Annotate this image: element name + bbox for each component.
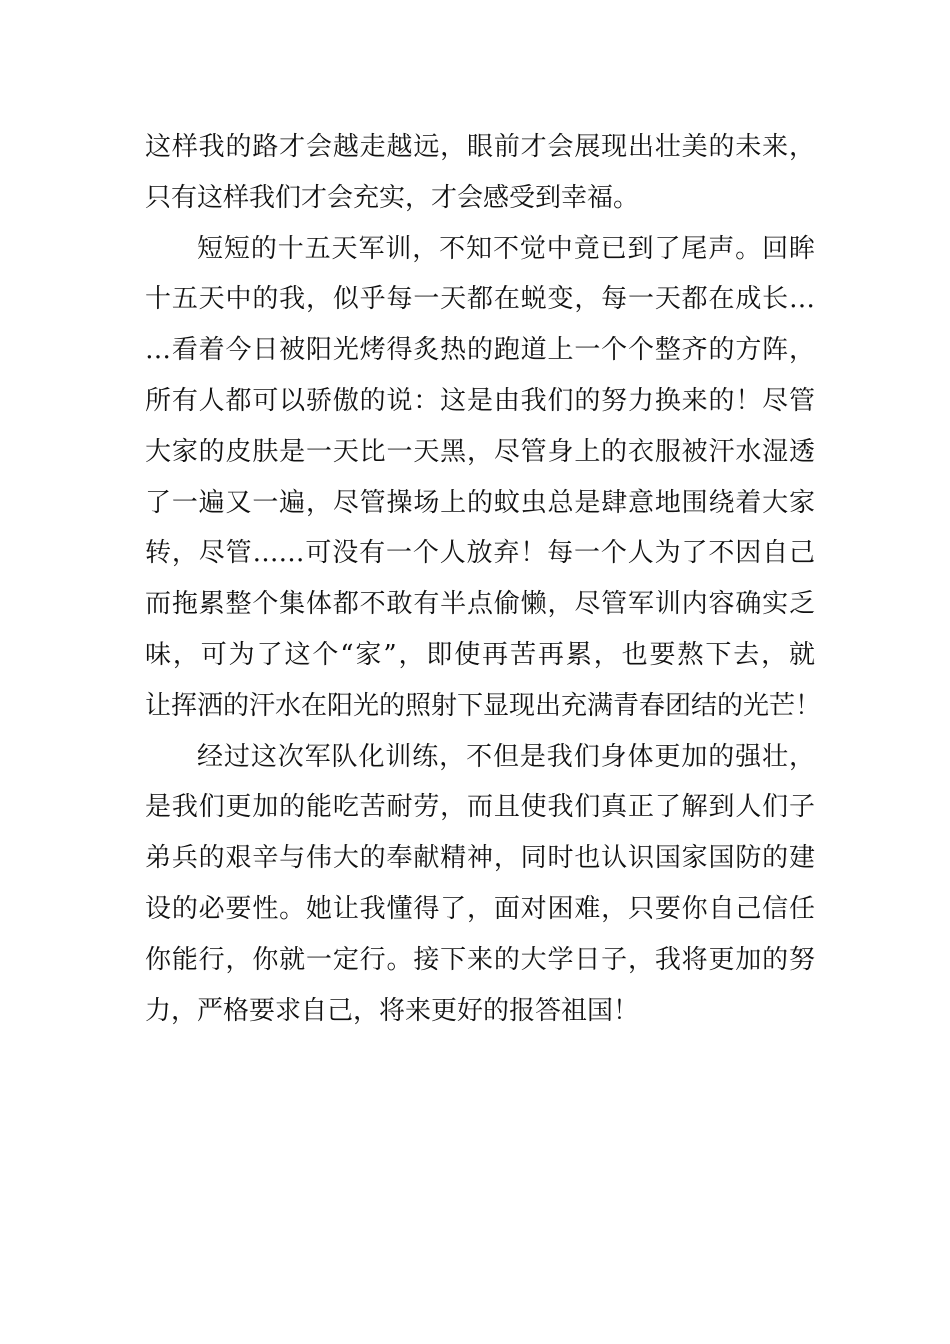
paragraph-1 [145,122,815,224]
paragraph-line: 所有人都可以骄傲的说：这是由我们的努力换来的！尽管 [145,385,815,416]
paragraph-line: 味，可为了这个“家”，即使再苦再累，也要熬下去，就 [145,639,815,670]
paragraph-2 [145,224,822,732]
paragraph-line: 弟兵的艰辛与伟大的奉献精神，同时也认识国家国防的建 [145,843,815,874]
paragraph-line: 大家的皮肤是一天比一天黑，尽管身上的衣服被汗水湿透 [145,436,815,467]
paragraph-line: 设的必要性。她让我懂得了，面对困难，只要你自己信任 [145,893,815,924]
paragraph-line: 力，严格要求自己，将来更好的报答祖国！ [145,995,640,1026]
paragraph-line: 短短的十五天军训，不知不觉中竟已到了尾声。回眸 [197,233,815,264]
paragraph-line: 经过这次军队化训练，不但是我们身体更加的强壮， [197,741,815,772]
paragraph-3 [145,732,815,1037]
paragraph-line: 让挥洒的汗水在阳光的照射下显现出充满青春团结的光芒！ [145,690,822,721]
paragraph-line: 这样我的路才会越走越远，眼前才会展现出壮美的未来， [145,132,815,162]
paragraph-line: 十五天中的我，似乎每一天都在蜕变，每一天都在成长… [145,284,815,315]
paragraph-line: 你能行，你就一定行。接下来的大学日子，我将更加的努 [145,944,815,975]
document-body [145,122,822,1036]
paragraph-line: 只有这样我们才会充实，才会感受到幸福。 [145,182,640,213]
paragraph-line: 了一遍又一遍，尽管操场上的蚊虫总是肆意地围绕着大家 [145,487,815,518]
paragraph-line: 转，尽管……可没有一个人放弃！每一个人为了不因自己 [145,538,815,569]
paragraph-line: …看着今日被阳光烤得炙热的跑道上一个个整齐的方阵， [145,335,815,366]
paragraph-line: 而拖累整个集体都不敢有半点偷懒，尽管军训内容确实乏 [145,589,815,620]
paragraph-line: 是我们更加的能吃苦耐劳，而且使我们真正了解到人们子 [145,792,815,823]
